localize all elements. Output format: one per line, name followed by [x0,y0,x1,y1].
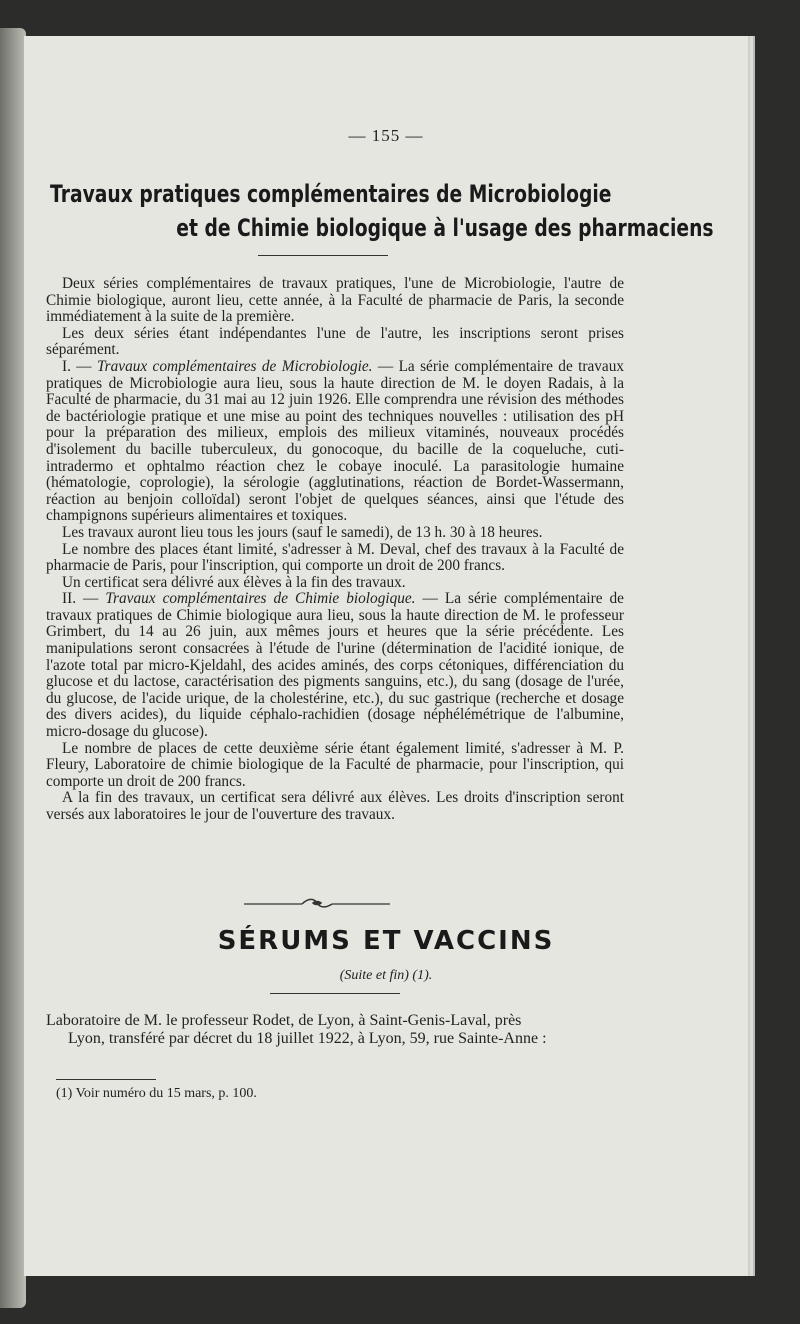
document-page [24,36,748,1276]
section-1-certificate: Un certificat sera délivré aux élèves à la fin des travaux. [62,573,406,591]
footnote-rule [56,1079,156,1080]
page-number: — 155 — [348,126,424,145]
section-2-heading: Travaux complémentaires de Chimie biologique. [105,590,416,608]
section-2-paragraph [46,591,624,740]
laboratory-entry-continuation: Lyon, transféré par décret du 18 juillet 1922, à Lyon, 59, rue Sainte-Anne : [68,1030,547,1047]
section-1-registration: Le nombre des places étant limité, s'adresser à M. Deval, chef des travaux à la Faculté de pharmacie de Paris, pour l'inscription, qui comporte un droit de 200 francs. [46,540,624,575]
footnote: (1) Voir numéro du 15 mars, p. 100. [56,1086,257,1101]
section-1-number: I. — [62,357,98,375]
section-1-paragraph [46,359,624,525]
ornament-divider-icon [242,896,392,910]
section-1-schedule: Les travaux auront lieu tous les jours (sauf le samedi), de 13 h. 30 à 18 heures. [62,523,543,541]
section-title-serums: SÉRUMS ET VACCINS [217,926,555,956]
article-title-line-1: Travaux pratiques complémentaires de Microbiologie [50,180,612,208]
section-2-number: II. — [62,590,106,608]
article-body [46,276,624,824]
facing-page-edge [0,28,26,1308]
title-rule [258,255,388,256]
laboratory-entry-line-1: Laboratoire de M. le professeur Rodet, de Lyon, à Saint-Genis-Laval, près [46,1012,522,1029]
intro-paragraph-1: Deux séries complémentaires de travaux pratiques, l'une de Microbiologie, l'autre de Chimie biologique, auront lieu, cette année, à la Faculté de pharmacie de Paris, la seconde immédiatement à la suite de la première. [46,275,624,326]
section-subtitle: (Suite et fin) (1). [339,968,433,983]
article-title-line-2: et de Chimie biologique à l'usage des pharmaciens [176,214,714,242]
section-2-certificate: A la fin des travaux, un certificat sera délivré aux élèves. Les droits d'inscription seront versés aux laboratoires le jour de l'ouverture des travaux. [46,789,624,823]
section-2-text: — La série complémentaire de travaux pratiques de Chimie biologique aura lieu, sous la haute direction de M. le professeur Grimbert, du 14 au 26 juin, aux mêmes jours et heures que la série précédente. Les manipulations seront consacrées à l'étude de l'urine (détermination de l'acidité ionique, de l'azote total par micro-Kjeldahl, des acides aminés, des corps cétoniques, différenciation du glucose et du lactose, caractérisation des pigments sanguins, etc.), du sang (dosage de l'urée, du glucose, de l'acide urique, de la cholestérine, etc.), du suc gastrique (recherche et dosage des divers acides), du liquide céphalo-rachidien (dosage néphélémétrique de l'albumine, micro-dosage du glucose). [46,590,624,741]
section-2-registration: Le nombre de places de cette deuxième série étant également limité, s'adresser à M. P. Fleury, Laboratoire de chimie biologique de la Faculté de pharmacie, pour l'inscription, qui comporte un droit de 200 francs. [46,739,624,790]
section-rule [270,993,400,994]
section-1-heading: Travaux complémentaires de Microbiologie. [97,357,373,375]
laboratory-entry [46,1012,624,1048]
intro-paragraph-2: Les deux séries étant indépendantes l'une de l'autre, les inscriptions seront prises séparément. [46,324,624,359]
section-1-text: — La série complémentaire de travaux pratiques de Microbiologie aura lieu, sous la haute direction de M. le doyen Radais, à la Faculté de pharmacie, du 31 mai au 12 juin 1926. Elle comprendra une révision des méthodes de bactériologie pratique et une mise au point des techniques nouvelles : utilisation des pH pour la préparation des milieux, emplois des milieux vitaminés, nouveaux procédés d'isolement du bacille tuberculeux, du gonocoque, du bacille de la coqueluche, cuti-intradermo et ophtalmo réaction chez le cobaye inoculé. La parasitologie humaine (hématologie, coprologie), la sérologie (agglutinations, réaction de Bordet-Wassermann, réaction au benjoin colloïdal) seront l'objet de quelques séances, ainsi que l'étude des champignons supérieurs alimentaires et toxiques. [46,357,624,525]
